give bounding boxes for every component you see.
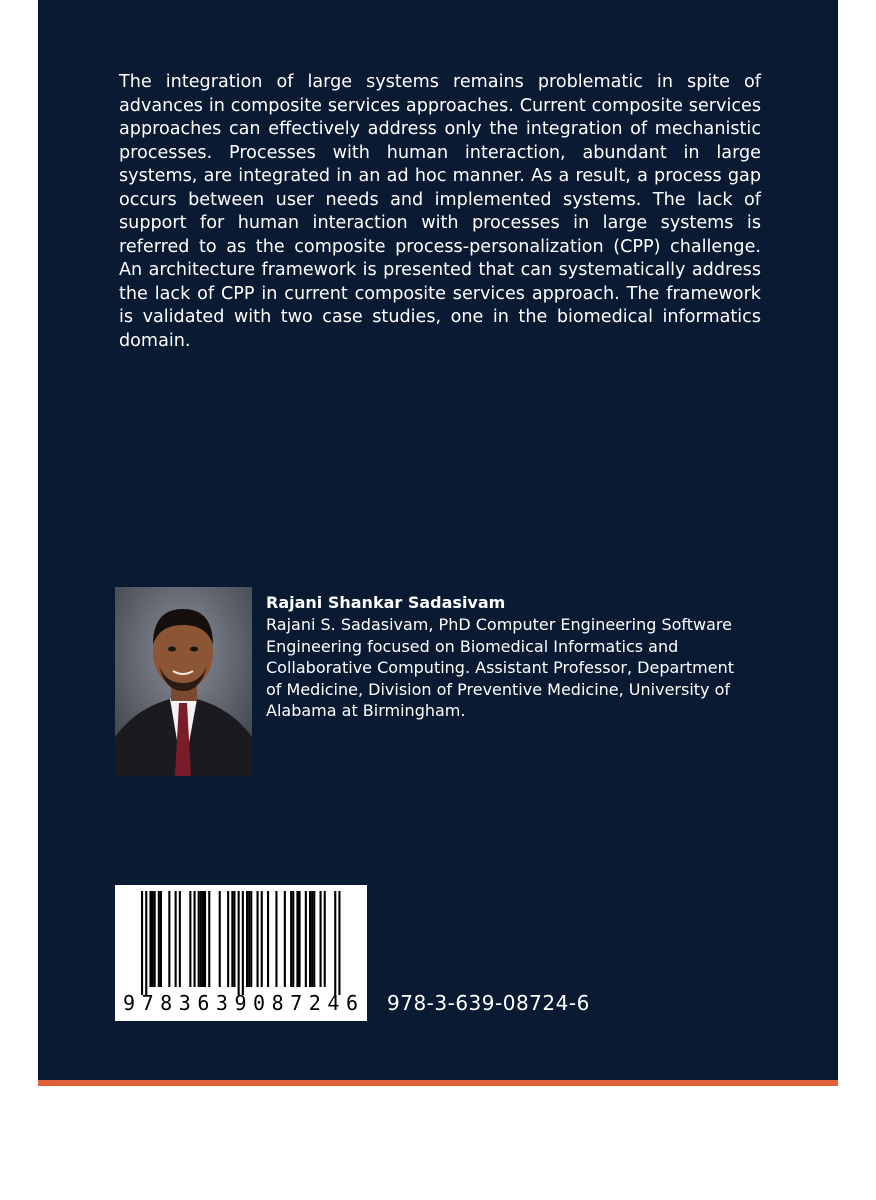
barcode-bar <box>154 891 156 987</box>
barcode-bar <box>296 891 298 987</box>
barcode-bar <box>233 891 235 987</box>
barcode-bar <box>320 891 322 987</box>
barcode-bar <box>284 891 286 987</box>
barcode-digit: 9 <box>234 991 248 1015</box>
isbn-number: 978-3-639-08724-6 <box>387 991 590 1015</box>
book-blurb: The integration of large systems remains problematic in spite of advances in composite services approaches. Current composite services approaches can effectively address only the integration of mechanistic processes. Processes with human interaction, abundant in large systems, are integrated in an ad hoc manner. As a result, a process gap occurs between user needs and implemented systems. The lack of support for human interaction with processes in large systems is referred to as the composite process-personalization (CPP) challenge. An architecture framework is presented that can systematically address the lack of CPP in current composite services approach. The framework is validated with two case studies, one in the biomedical informatics domain. <box>119 72 761 351</box>
barcode-bar <box>149 891 151 987</box>
barcode-digit: 6 <box>197 991 211 1015</box>
author-photo <box>115 587 252 776</box>
barcode-digit: 8 <box>271 991 285 1015</box>
barcode-digit: 7 <box>290 991 304 1015</box>
barcode-bar <box>227 891 229 987</box>
barcode-digit: 4 <box>327 991 341 1015</box>
barcode-bar <box>324 891 326 987</box>
barcode-bar <box>248 891 250 987</box>
barcode-bar <box>311 891 313 987</box>
barcode-bar <box>261 891 263 987</box>
barcode-digit: 9 <box>123 991 137 1015</box>
barcode-bar <box>313 891 315 987</box>
author-name: Rajani Shankar Sadasivam <box>266 593 506 612</box>
barcode-digit: 2 <box>308 991 322 1015</box>
barcode-digit: 8 <box>160 991 174 1015</box>
barcode-bar <box>231 891 233 987</box>
barcode-digit: 0 <box>253 991 267 1015</box>
barcode-bar <box>160 891 162 987</box>
barcode <box>115 885 367 1021</box>
barcode-bar <box>208 891 210 987</box>
cover-accent-stripe <box>38 1080 838 1086</box>
barcode-digit: 3 <box>178 991 192 1015</box>
barcode-bar <box>168 891 170 987</box>
barcode-bar <box>250 891 252 987</box>
barcode-bar <box>179 891 181 987</box>
barcode-bar <box>257 891 259 987</box>
barcode-bar <box>194 891 196 987</box>
barcode-bar <box>290 891 292 987</box>
barcode-bar <box>219 891 221 987</box>
barcode-bar <box>204 891 206 987</box>
barcode-bar <box>292 891 294 987</box>
barcode-digit: 3 <box>215 991 229 1015</box>
barcode-bar <box>267 891 269 987</box>
barcode-bar <box>145 891 147 995</box>
barcode-bar <box>152 891 154 987</box>
barcode-bars <box>115 885 367 995</box>
barcode-bar <box>202 891 204 987</box>
barcode-bar <box>242 891 244 995</box>
barcode-bar <box>338 891 340 995</box>
barcode-bar <box>246 891 248 987</box>
barcode-digit: 7 <box>141 991 155 1015</box>
barcode-bar <box>198 891 200 987</box>
barcode-bar <box>238 891 240 995</box>
barcode-bar <box>299 891 301 987</box>
author-bio: Rajani S. Sadasivam, PhD Computer Engineering Software Engineering focused on Biomedical Informatics and Collaborative Computing. Assistant Professor, Department of Medicine, Division of Preventive Medicine, University of Alabama at Birmingham. <box>266 615 734 721</box>
barcode-bar <box>175 891 177 987</box>
barcode-digits <box>123 991 359 1015</box>
barcode-digit: 6 <box>345 991 359 1015</box>
barcode-bar <box>189 891 191 987</box>
barcode-bar <box>309 891 311 987</box>
barcode-bar <box>141 891 143 995</box>
barcode-bar <box>158 891 160 987</box>
barcode-bar <box>305 891 307 987</box>
barcode-bar <box>275 891 277 987</box>
barcode-bar <box>334 891 336 995</box>
barcode-bar <box>200 891 202 987</box>
